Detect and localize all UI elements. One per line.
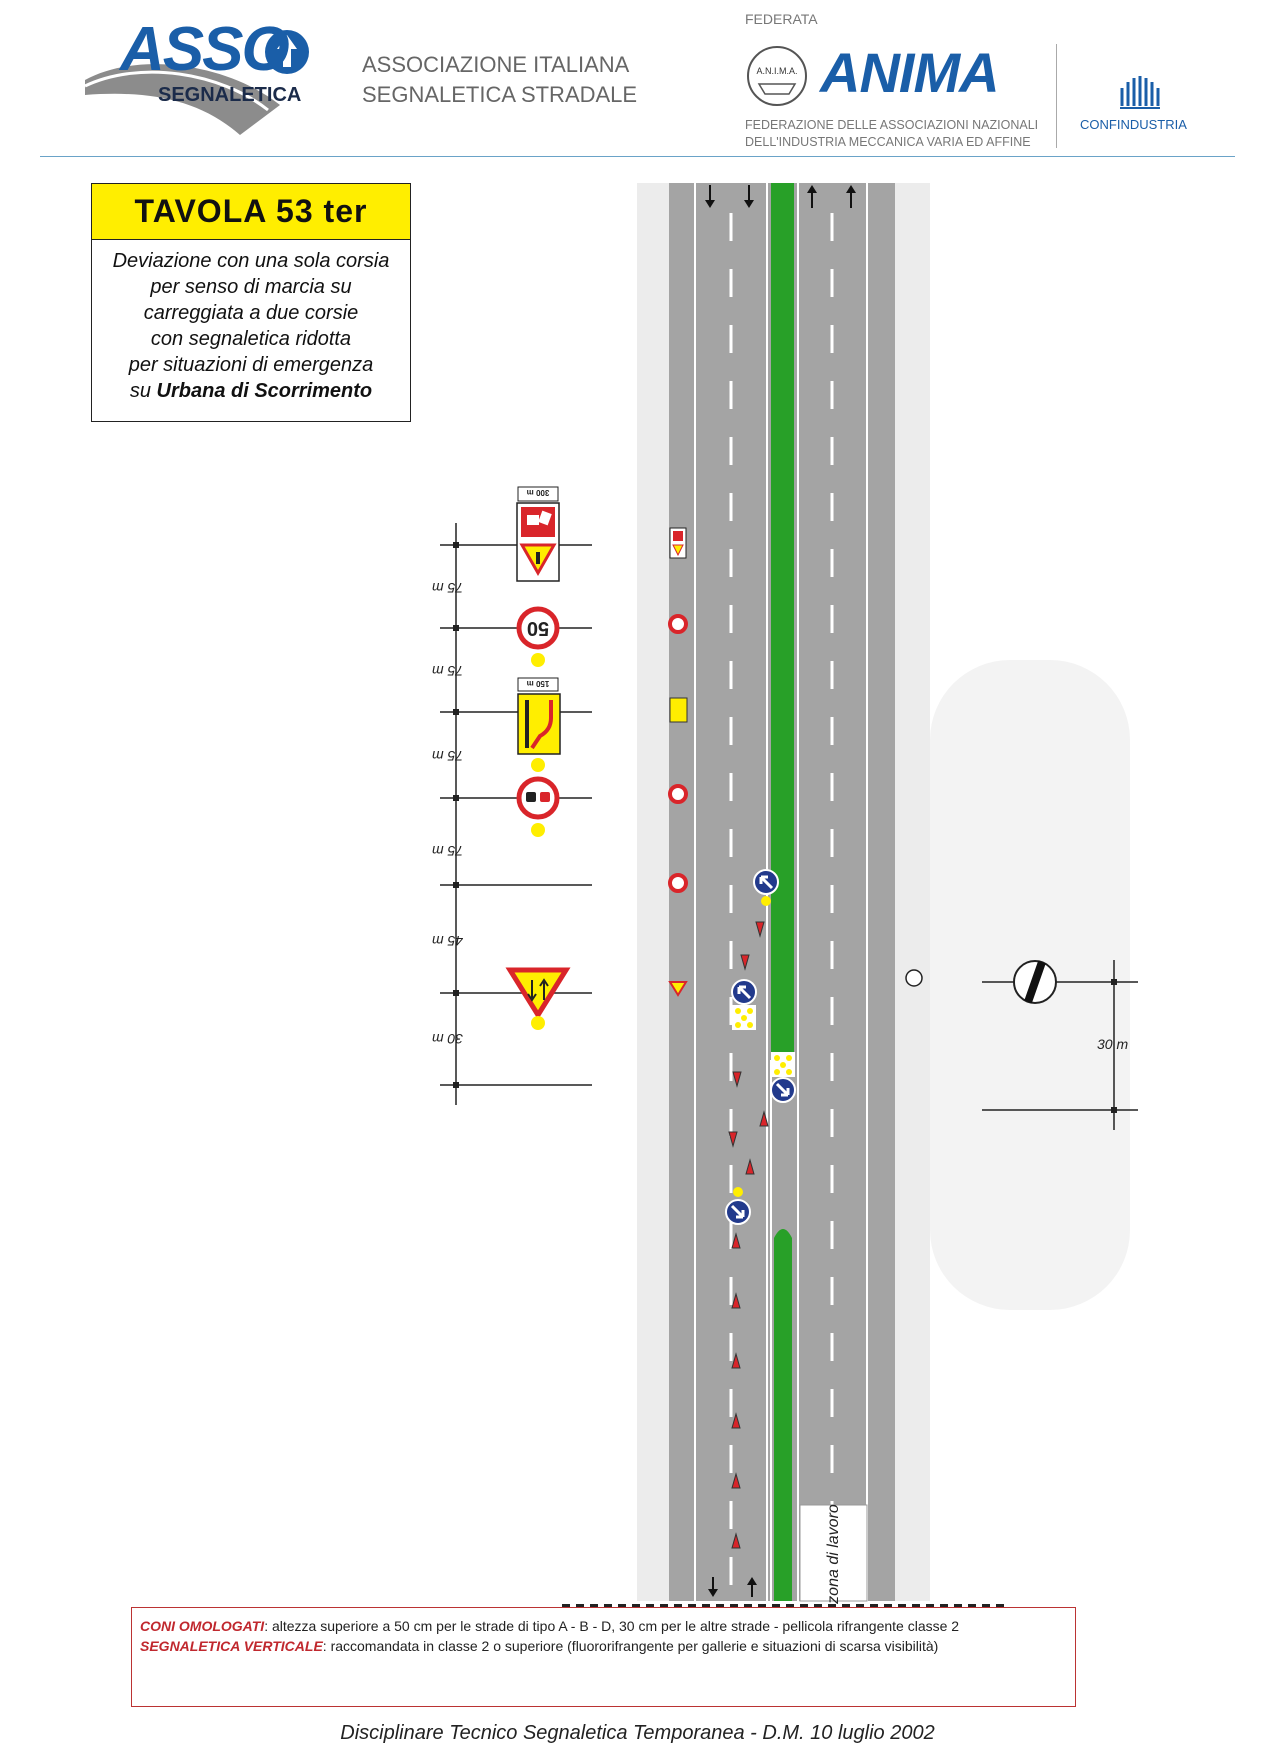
- desc-line: con segnaletica ridotta: [150, 328, 352, 350]
- desc-line: carreggiata a due corsie: [143, 302, 359, 324]
- road-type: Urbana di Scorrimento: [156, 380, 373, 402]
- shoulder-left: [637, 183, 669, 1601]
- yellow-flasher: [531, 653, 545, 667]
- small-speed-sign: [670, 616, 686, 632]
- plate-150-text: 150 m: [526, 679, 550, 688]
- right-shoulder-marker: [906, 970, 922, 986]
- distance-label: 30 m: [432, 1031, 464, 1047]
- distance-label: 75 m: [432, 580, 464, 596]
- distance-label: 75 m: [432, 843, 464, 859]
- sign-group-3: [518, 678, 560, 772]
- carriageway-left: [669, 183, 771, 1601]
- tavola-title: TAVOLA 53 ter: [92, 184, 410, 240]
- desc-line: Deviazione con una sola corsia: [112, 250, 390, 272]
- note-signs: [140, 1638, 938, 1654]
- shoulder-right: [895, 183, 930, 1601]
- scale-ticks-left: [440, 545, 592, 1085]
- small-warning-sign: [670, 528, 686, 558]
- yellow-flasher: [531, 758, 545, 772]
- small-round-sign: [670, 875, 686, 891]
- scale-node-right: [1111, 1107, 1117, 1113]
- keep-left-sign: [754, 870, 778, 894]
- plate-300-text: 300 m: [526, 488, 550, 497]
- keep-left-sign: [732, 980, 756, 1004]
- distance-label: 75 m: [432, 748, 464, 764]
- anima-logo-text: ANIMA: [820, 41, 999, 104]
- note-signs-label: SEGNALETICA VERTICALE: [140, 1638, 323, 1654]
- note-cones: [140, 1618, 959, 1634]
- footer-citation: Disciplinare Tecnico Segnaletica Temporanea - D.M. 10 luglio 2002: [340, 1722, 935, 1744]
- assoc-line-2: SEGNALETICA STRADALE: [362, 82, 638, 107]
- desc-line-last: su Urbana di Scorrimento: [129, 380, 373, 402]
- assoc-line-1: ASSOCIAZIONE ITALIANA: [362, 52, 630, 77]
- note-signs-text: : raccomandata in classe 2 o superiore (fluororifrangente per gallerie e situazioni di scarsa visibilità): [322, 1638, 939, 1654]
- sign-group-1: [517, 487, 559, 581]
- anima-badge-text: A.N.I.M.A.: [756, 66, 798, 76]
- note-cones-label: CONI OMOLOGATI: [140, 1618, 265, 1634]
- anima-desc-line-1: FEDERAZIONE DELLE ASSOCIAZIONI NAZIONALI: [745, 118, 1039, 132]
- yellow-flasher: [531, 823, 545, 837]
- median-island: [774, 1229, 792, 1601]
- anima-desc-line-2: DELL'INDUSTRIA MECCANICA VARIA ED AFFINE: [745, 135, 1031, 149]
- work-zone-label: zona di lavoro: [825, 1504, 842, 1604]
- end-restriction-sign: [1014, 961, 1056, 1003]
- carriageway-right: [794, 183, 895, 1601]
- federata-label: FEDERATA: [745, 11, 818, 27]
- confindustria-label: CONFINDUSTRIA: [1080, 117, 1187, 132]
- small-no-overtaking-sign: [670, 786, 686, 802]
- note-cones-text: : altezza superiore a 50 cm per le strade di tipo A - B - D, 30 cm per le altre strade - pellicola rifrangente classe 2: [264, 1618, 960, 1634]
- distance-label-right: 30 m: [1097, 1036, 1129, 1052]
- sign-group-5: [510, 970, 566, 1030]
- keep-right-sign: [771, 1078, 795, 1102]
- distance-label: 75 m: [432, 663, 464, 679]
- logo-asso-text: ASSO: [120, 15, 288, 84]
- speed-limit-text: 50: [526, 617, 550, 639]
- desc-line: per senso di marcia su: [150, 276, 352, 298]
- distance-label: 45 m: [432, 933, 464, 949]
- scale-node-right: [1111, 979, 1117, 985]
- logo-segnaletica-text: SEGNALETICA: [158, 84, 302, 106]
- yellow-flasher: [733, 1187, 743, 1197]
- no-overtaking-sign: [519, 779, 557, 817]
- yellow-flasher: [531, 1016, 545, 1030]
- keep-right-sign: [726, 1200, 750, 1224]
- small-yellow-sign: [670, 698, 687, 722]
- desc-line: per situazioni di emergenza: [128, 354, 374, 376]
- yellow-flasher: [761, 896, 771, 906]
- lane-change-sign: [518, 694, 560, 754]
- sign-group-4: [519, 779, 557, 837]
- notes-box: [131, 1607, 1076, 1707]
